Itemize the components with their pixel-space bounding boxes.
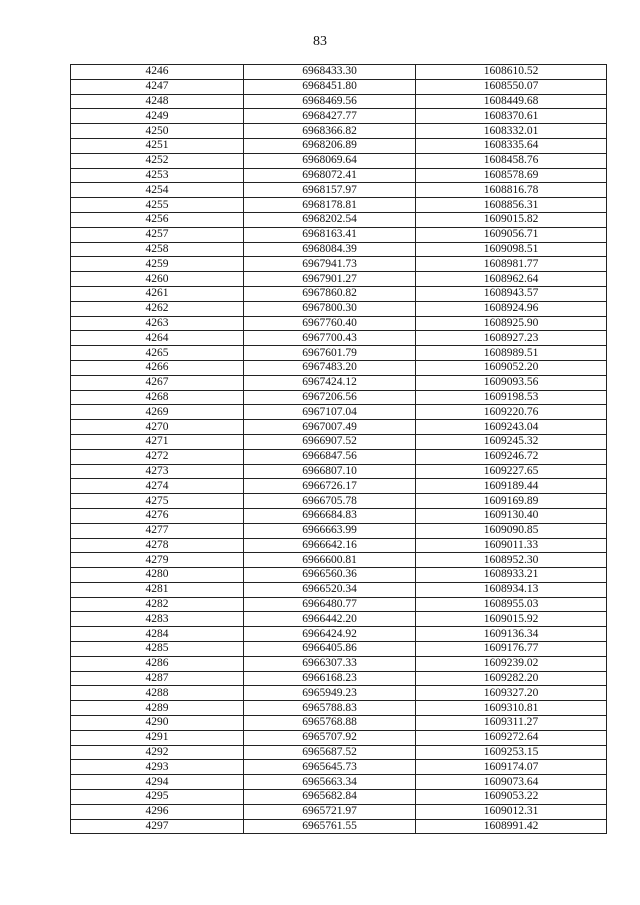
point-number-cell: 4261 (71, 286, 244, 301)
x-coordinate-cell: 6967424.12 (244, 375, 416, 390)
x-coordinate-cell: 6968451.80 (244, 79, 416, 94)
point-number-cell: 4250 (71, 124, 244, 139)
y-coordinate-cell: 1609098.51 (416, 242, 607, 257)
table-row (71, 790, 607, 805)
table-row (71, 183, 607, 198)
point-number-cell: 4293 (71, 760, 244, 775)
x-coordinate-cell: 6968157.97 (244, 183, 416, 198)
y-coordinate-cell: 1608981.77 (416, 257, 607, 272)
point-number-cell: 4279 (71, 553, 244, 568)
table-row (71, 568, 607, 583)
point-number-cell: 4265 (71, 346, 244, 361)
x-coordinate-cell: 6965707.92 (244, 730, 416, 745)
point-number-cell: 4249 (71, 109, 244, 124)
table-row (71, 65, 607, 80)
y-coordinate-cell: 1608550.07 (416, 79, 607, 94)
y-coordinate-cell: 1609012.31 (416, 804, 607, 819)
y-coordinate-cell: 1609093.56 (416, 375, 607, 390)
y-coordinate-cell: 1609253.15 (416, 745, 607, 760)
x-coordinate-cell: 6968206.89 (244, 138, 416, 153)
y-coordinate-cell: 1608934.13 (416, 582, 607, 597)
page-number: 83 (313, 34, 327, 49)
point-number-cell: 4248 (71, 94, 244, 109)
x-coordinate-cell: 6968433.30 (244, 65, 416, 80)
y-coordinate-cell: 1609239.02 (416, 656, 607, 671)
table-row (71, 523, 607, 538)
x-coordinate-cell: 6968427.77 (244, 109, 416, 124)
table-row (71, 390, 607, 405)
table-row (71, 449, 607, 464)
table-row (71, 582, 607, 597)
y-coordinate-cell: 1608578.69 (416, 168, 607, 183)
x-coordinate-cell: 6967901.27 (244, 272, 416, 287)
point-number-cell: 4288 (71, 686, 244, 701)
y-coordinate-cell: 1609282.20 (416, 671, 607, 686)
point-number-cell: 4283 (71, 612, 244, 627)
table-row (71, 464, 607, 479)
y-coordinate-cell: 1608610.52 (416, 65, 607, 80)
table-row (71, 316, 607, 331)
point-number-cell: 4286 (71, 656, 244, 671)
table-row (71, 494, 607, 509)
table-row (71, 434, 607, 449)
table-row (71, 642, 607, 657)
x-coordinate-cell: 6966705.78 (244, 494, 416, 509)
point-number-cell: 4296 (71, 804, 244, 819)
x-coordinate-cell: 6967941.73 (244, 257, 416, 272)
point-number-cell: 4287 (71, 671, 244, 686)
table-row (71, 331, 607, 346)
table-row (71, 168, 607, 183)
table-row (71, 198, 607, 213)
y-coordinate-cell: 1608991.42 (416, 819, 607, 834)
point-number-cell: 4291 (71, 730, 244, 745)
point-number-cell: 4251 (71, 138, 244, 153)
table-row (71, 627, 607, 642)
y-coordinate-cell: 1609056.71 (416, 227, 607, 242)
x-coordinate-cell: 6967700.43 (244, 331, 416, 346)
point-number-cell: 4257 (71, 227, 244, 242)
point-number-cell: 4268 (71, 390, 244, 405)
y-coordinate-cell: 1609245.32 (416, 434, 607, 449)
y-coordinate-cell: 1609310.81 (416, 701, 607, 716)
x-coordinate-cell: 6967800.30 (244, 301, 416, 316)
table-row (71, 301, 607, 316)
point-number-cell: 4258 (71, 242, 244, 257)
table-row (71, 656, 607, 671)
y-coordinate-cell: 1608989.51 (416, 346, 607, 361)
y-coordinate-cell: 1609327.20 (416, 686, 607, 701)
y-coordinate-cell: 1609174.07 (416, 760, 607, 775)
point-number-cell: 4276 (71, 508, 244, 523)
x-coordinate-cell: 6967760.40 (244, 316, 416, 331)
point-number-cell: 4269 (71, 405, 244, 420)
point-number-cell: 4275 (71, 494, 244, 509)
table-row (71, 716, 607, 731)
table-row (71, 819, 607, 834)
table-row (71, 597, 607, 612)
y-coordinate-cell: 1608952.30 (416, 553, 607, 568)
x-coordinate-cell: 6966642.16 (244, 538, 416, 553)
x-coordinate-cell: 6965645.73 (244, 760, 416, 775)
y-coordinate-cell: 1608856.31 (416, 198, 607, 213)
table-row (71, 109, 607, 124)
table-row (71, 346, 607, 361)
point-number-cell: 4273 (71, 464, 244, 479)
table-row (71, 420, 607, 435)
x-coordinate-cell: 6968163.41 (244, 227, 416, 242)
point-number-cell: 4255 (71, 198, 244, 213)
x-coordinate-cell: 6965949.23 (244, 686, 416, 701)
point-number-cell: 4284 (71, 627, 244, 642)
x-coordinate-cell: 6966405.86 (244, 642, 416, 657)
table-row (71, 153, 607, 168)
x-coordinate-cell: 6968178.81 (244, 198, 416, 213)
x-coordinate-cell: 6968072.41 (244, 168, 416, 183)
point-number-cell: 4270 (71, 420, 244, 435)
point-number-cell: 4290 (71, 716, 244, 731)
x-coordinate-cell: 6966907.52 (244, 434, 416, 449)
table-row (71, 745, 607, 760)
y-coordinate-cell: 1609053.22 (416, 790, 607, 805)
table-row (71, 686, 607, 701)
x-coordinate-cell: 6968366.82 (244, 124, 416, 139)
y-coordinate-cell: 1609246.72 (416, 449, 607, 464)
x-coordinate-cell: 6965721.97 (244, 804, 416, 819)
y-coordinate-cell: 1608816.78 (416, 183, 607, 198)
table-row (71, 212, 607, 227)
table-row (71, 375, 607, 390)
x-coordinate-cell: 6966307.33 (244, 656, 416, 671)
table-row (71, 508, 607, 523)
point-number-cell: 4289 (71, 701, 244, 716)
y-coordinate-cell: 1608335.64 (416, 138, 607, 153)
point-number-cell: 4271 (71, 434, 244, 449)
point-number-cell: 4277 (71, 523, 244, 538)
point-number-cell: 4246 (71, 65, 244, 80)
x-coordinate-cell: 6966663.99 (244, 523, 416, 538)
y-coordinate-cell: 1609198.53 (416, 390, 607, 405)
x-coordinate-cell: 6967107.04 (244, 405, 416, 420)
point-number-cell: 4247 (71, 79, 244, 94)
x-coordinate-cell: 6966520.34 (244, 582, 416, 597)
table-row (71, 124, 607, 139)
y-coordinate-cell: 1609011.33 (416, 538, 607, 553)
y-coordinate-cell: 1608927.23 (416, 331, 607, 346)
table-row (71, 257, 607, 272)
x-coordinate-cell: 6966442.20 (244, 612, 416, 627)
x-coordinate-cell: 6966847.56 (244, 449, 416, 464)
x-coordinate-cell: 6965761.55 (244, 819, 416, 834)
x-coordinate-cell: 6966684.83 (244, 508, 416, 523)
y-coordinate-cell: 1609189.44 (416, 479, 607, 494)
x-coordinate-cell: 6967206.56 (244, 390, 416, 405)
y-coordinate-cell: 1608933.21 (416, 568, 607, 583)
table-row (71, 360, 607, 375)
table-row (71, 286, 607, 301)
y-coordinate-cell: 1609015.82 (416, 212, 607, 227)
y-coordinate-cell: 1609015.92 (416, 612, 607, 627)
x-coordinate-cell: 6967860.82 (244, 286, 416, 301)
x-coordinate-cell: 6968084.39 (244, 242, 416, 257)
table-row (71, 553, 607, 568)
coordinates-table (70, 64, 607, 834)
point-number-cell: 4278 (71, 538, 244, 553)
table-row (71, 479, 607, 494)
table-row (71, 94, 607, 109)
point-number-cell: 4263 (71, 316, 244, 331)
table-row (71, 272, 607, 287)
x-coordinate-cell: 6966600.81 (244, 553, 416, 568)
y-coordinate-cell: 1609220.76 (416, 405, 607, 420)
x-coordinate-cell: 6967601.79 (244, 346, 416, 361)
y-coordinate-cell: 1608332.01 (416, 124, 607, 139)
y-coordinate-cell: 1609130.40 (416, 508, 607, 523)
x-coordinate-cell: 6967007.49 (244, 420, 416, 435)
point-number-cell: 4262 (71, 301, 244, 316)
point-number-cell: 4294 (71, 775, 244, 790)
point-number-cell: 4264 (71, 331, 244, 346)
y-coordinate-cell: 1609136.34 (416, 627, 607, 642)
table-row (71, 804, 607, 819)
point-number-cell: 4295 (71, 790, 244, 805)
x-coordinate-cell: 6966424.92 (244, 627, 416, 642)
y-coordinate-cell: 1609073.64 (416, 775, 607, 790)
y-coordinate-cell: 1609311.27 (416, 716, 607, 731)
x-coordinate-cell: 6965682.84 (244, 790, 416, 805)
point-number-cell: 4272 (71, 449, 244, 464)
x-coordinate-cell: 6968202.54 (244, 212, 416, 227)
y-coordinate-cell: 1608925.90 (416, 316, 607, 331)
point-number-cell: 4266 (71, 360, 244, 375)
point-number-cell: 4253 (71, 168, 244, 183)
y-coordinate-cell: 1608370.61 (416, 109, 607, 124)
x-coordinate-cell: 6967483.20 (244, 360, 416, 375)
y-coordinate-cell: 1609227.65 (416, 464, 607, 479)
point-number-cell: 4281 (71, 582, 244, 597)
point-number-cell: 4256 (71, 212, 244, 227)
x-coordinate-cell: 6966168.23 (244, 671, 416, 686)
point-number-cell: 4267 (71, 375, 244, 390)
table-row (71, 730, 607, 745)
y-coordinate-cell: 1609272.64 (416, 730, 607, 745)
point-number-cell: 4259 (71, 257, 244, 272)
point-number-cell: 4285 (71, 642, 244, 657)
table-row (71, 242, 607, 257)
x-coordinate-cell: 6966480.77 (244, 597, 416, 612)
point-number-cell: 4280 (71, 568, 244, 583)
point-number-cell: 4252 (71, 153, 244, 168)
table-row (71, 138, 607, 153)
table-row (71, 79, 607, 94)
y-coordinate-cell: 1609176.77 (416, 642, 607, 657)
point-number-cell: 4254 (71, 183, 244, 198)
x-coordinate-cell: 6968069.64 (244, 153, 416, 168)
table-row (71, 612, 607, 627)
table-row (71, 227, 607, 242)
y-coordinate-cell: 1609052.20 (416, 360, 607, 375)
y-coordinate-cell: 1608943.57 (416, 286, 607, 301)
x-coordinate-cell: 6965687.52 (244, 745, 416, 760)
table-row (71, 538, 607, 553)
point-number-cell: 4282 (71, 597, 244, 612)
x-coordinate-cell: 6965768.88 (244, 716, 416, 731)
y-coordinate-cell: 1609243.04 (416, 420, 607, 435)
table-row (71, 671, 607, 686)
x-coordinate-cell: 6966560.36 (244, 568, 416, 583)
y-coordinate-cell: 1609090.85 (416, 523, 607, 538)
point-number-cell: 4297 (71, 819, 244, 834)
y-coordinate-cell: 1608458.76 (416, 153, 607, 168)
y-coordinate-cell: 1608924.96 (416, 301, 607, 316)
y-coordinate-cell: 1608962.64 (416, 272, 607, 287)
coordinates-table-body (71, 65, 607, 834)
x-coordinate-cell: 6965788.83 (244, 701, 416, 716)
table-row (71, 405, 607, 420)
x-coordinate-cell: 6966807.10 (244, 464, 416, 479)
x-coordinate-cell: 6965663.34 (244, 775, 416, 790)
table-row (71, 775, 607, 790)
y-coordinate-cell: 1609169.89 (416, 494, 607, 509)
table-row (71, 760, 607, 775)
y-coordinate-cell: 1608955.03 (416, 597, 607, 612)
x-coordinate-cell: 6968469.56 (244, 94, 416, 109)
point-number-cell: 4292 (71, 745, 244, 760)
point-number-cell: 4274 (71, 479, 244, 494)
table-row (71, 701, 607, 716)
x-coordinate-cell: 6966726.17 (244, 479, 416, 494)
y-coordinate-cell: 1608449.68 (416, 94, 607, 109)
point-number-cell: 4260 (71, 272, 244, 287)
